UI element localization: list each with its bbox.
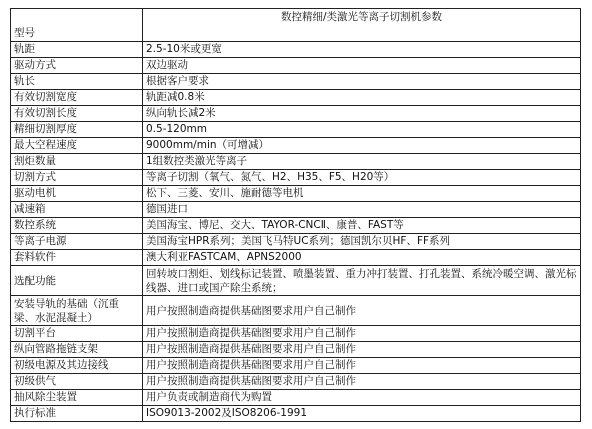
table-row [11,58,581,74]
row-label: 执行标准 [11,406,143,422]
row-label: 轨距 [11,42,143,58]
table-row [11,390,581,406]
row-label: 有效切割宽度 [11,90,143,106]
row-value: 等离子切割（氧气、氮气、H2、H35、F5、H20等） [143,170,581,186]
table-row [11,326,581,342]
row-value: ISO9013-2002及ISO8206-1991 [143,406,581,422]
row-value: 用户按照制造商提供基础图要求用户自己制作 [143,358,581,374]
row-label: 有效切割长度 [11,106,143,122]
row-label: 最大空程速度 [11,138,143,154]
table-title: 数控精细/类激光等离子切割机参数 [143,9,581,42]
table-row [11,138,581,154]
table-row [11,170,581,186]
row-value: 1组数控类激光等离子 [143,154,581,170]
row-value: 用户按照制造商提供基础图要求用户自己制作 [143,342,581,358]
row-value: 9000mm/min（可增减） [143,138,581,154]
row-label: 初级电源及其边接线 [11,358,143,374]
row-value: 用户按照制造商提供基础图要求用户自己制作 [143,296,581,326]
row-label: 割炬数量 [11,154,143,170]
spec-table-body [11,9,581,422]
table-row [11,186,581,202]
row-label: 等离子电源 [11,234,143,250]
table-row [11,122,581,138]
row-value: 用户按照制造商提供基础图要求用户自己制作 [143,326,581,342]
row-value: 德国进口 [143,202,581,218]
table-row [11,374,581,390]
table-row [11,266,581,296]
row-value: 美国海宝HPR系列；美国飞马特UC系列；德国凯尔贝HF、FF系列 [143,234,581,250]
row-value: 回转坡口割炬、划线标记装置、喷墨装置、重力冲打装置、打孔装置、系统冷暖空调、激光标线器、进口或国产除尘系统； [143,266,581,296]
table-row [11,202,581,218]
row-value: 2.5-10米或更宽 [143,42,581,58]
table-row [11,42,581,58]
row-label: 抽风除尘装置 [11,390,143,406]
table-row [11,358,581,374]
row-value: 松下、三菱、安川、施耐德等电机 [143,186,581,202]
row-label: 减速箱 [11,202,143,218]
table-row [11,406,581,422]
table-row [11,154,581,170]
row-value: 纵向轨长减2米 [143,106,581,122]
row-label: 初级供气 [11,374,143,390]
row-label: 纵向管路拖链支架 [11,342,143,358]
table-row [11,234,581,250]
row-label: 选配功能 [11,266,143,296]
spec-table [10,8,581,422]
table-row [11,342,581,358]
table-row [11,296,581,326]
table-row [11,90,581,106]
table-row [11,106,581,122]
row-value: 美国海宝、博尼、交大、TAYOR-CNCⅡ、康普、FAST等 [143,218,581,234]
row-label: 切割平台 [11,326,143,342]
header-row [11,9,581,42]
row-value: 0.5-120mm [143,122,581,138]
row-label: 安装导轨的基础（沉重梁、水泥混凝土） [11,296,143,326]
row-value: 澳大利亚FASTCAM、APNS2000 [143,250,581,266]
table-row [11,74,581,90]
row-value: 用户按照制造商提供基础图要求用户自己制作 [143,374,581,390]
row-label: 轨长 [11,74,143,90]
row-label: 套料软件 [11,250,143,266]
row-label: 驱动电机 [11,186,143,202]
row-value: 轨距减0.8米 [143,90,581,106]
table-row [11,218,581,234]
row-value: 根据客户要求 [143,74,581,90]
model-label: 型号 [11,9,143,42]
row-label: 数控系统 [11,218,143,234]
row-value: 双边驱动 [143,58,581,74]
row-label: 切割方式 [11,170,143,186]
row-label: 驱动方式 [11,58,143,74]
row-label: 精细切割厚度 [11,122,143,138]
spec-table-container [10,8,581,422]
table-row [11,250,581,266]
row-value: 用户负责或制造商代为购置 [143,390,581,406]
